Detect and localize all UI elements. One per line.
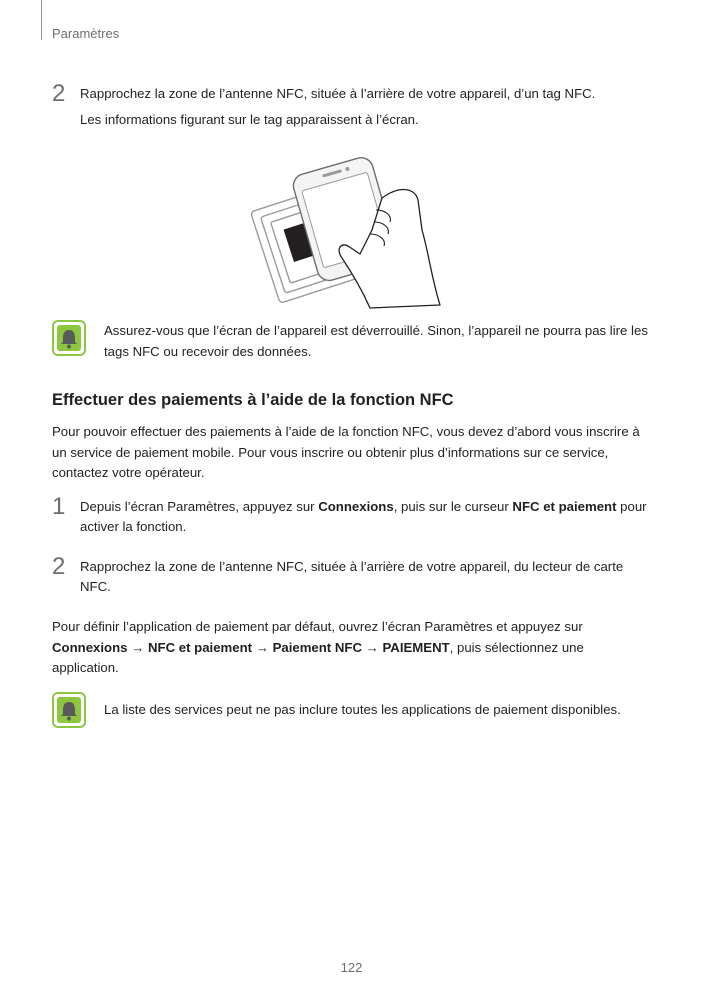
header-divider — [41, 0, 42, 40]
note-text: Assurez-vous que l’écran de l’appareil est déverrouillé. Sinon, l’appareil ne pourra pas lire les tags NFC ou recevoir des données. — [104, 323, 648, 359]
arrow-separator: → — [252, 639, 273, 655]
step-text: Rapprochez la zone de l’antenne NFC, située à l’arrière de votre appareil, du lecteur de carte NFC. — [80, 559, 624, 594]
menu-term: Connexions — [52, 639, 128, 655]
arrow-separator: → — [361, 639, 383, 655]
step-number: 2 — [52, 553, 66, 580]
step-number: 2 — [52, 80, 66, 107]
menu-term: Paiement NFC — [272, 639, 362, 655]
step-2 — [52, 553, 652, 597]
page-number: 122 — [340, 960, 363, 975]
menu-term: PAIEMENT — [382, 639, 450, 655]
note-unlock — [52, 320, 652, 362]
section-heading: Effectuer des paiements à l’aide de la fonction NFC — [52, 391, 454, 409]
default-app-paragraph — [52, 617, 642, 679]
step-number: 1 — [52, 493, 66, 520]
step-top — [52, 80, 652, 136]
arrow-separator: → — [127, 639, 148, 655]
text-part: Pour définir l’application de paiement par défaut, ouvrez l’écran Paramètres et appuyez sur — [52, 619, 583, 634]
step-text — [80, 84, 652, 130]
menu-term: Connexions — [318, 499, 394, 514]
menu-term: NFC et paiement — [512, 499, 617, 514]
step-text-part: , puis sur le curseur — [393, 499, 513, 514]
menu-term: NFC et paiement — [147, 639, 253, 655]
note-text: La liste des services peut ne pas inclure toutes les applications de paiement disponibles. — [104, 702, 621, 717]
step-line-2: Les informations figurant sur le tag apparaissent à l’écran. — [80, 112, 419, 127]
notification-bell-icon — [52, 320, 86, 356]
phone-nfc-tag-illustration — [250, 150, 450, 310]
text-part: , puis sélectionnez une application. — [52, 639, 584, 675]
note-services — [52, 692, 652, 720]
section-intro: Pour pouvoir effectuer des paiements à l’aide de la fonction NFC, vous devez d’abord vous inscrire à un service de paiement mobile. Pour vous inscrire ou obtenir plus d’informations sur ce service, contactez votre opérateur. — [52, 424, 640, 480]
notification-bell-icon — [52, 692, 86, 728]
step-line-1: Rapprochez la zone de l’antenne NFC, située à l’arrière de votre appareil, d’un tag NFC. — [80, 86, 596, 101]
section-title: Paramètres — [52, 26, 120, 41]
step-1 — [52, 493, 652, 537]
step-text — [80, 497, 652, 537]
step-text-part: pour activer la fonction. — [80, 499, 647, 534]
step-text-part: Depuis l’écran Paramètres, appuyez sur — [80, 499, 319, 514]
